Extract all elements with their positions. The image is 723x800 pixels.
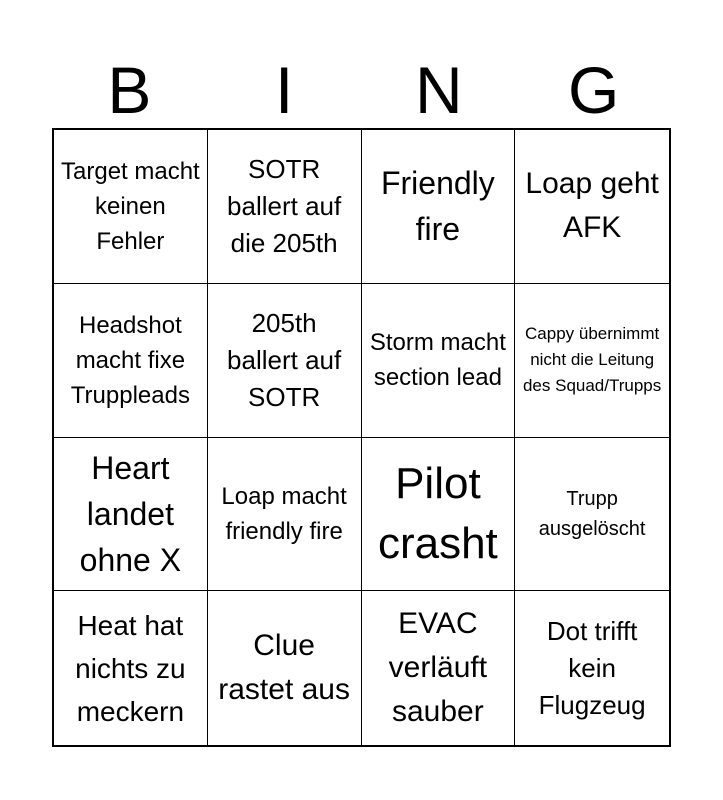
cell-text: Dot trifft kein Flugzeug xyxy=(538,615,646,720)
header-letter-i: I xyxy=(274,53,294,127)
cell-text: Loap macht friendly fire xyxy=(221,482,347,545)
bingo-cell-5[interactable] xyxy=(54,284,208,438)
bingo-cell-8[interactable] xyxy=(515,284,669,438)
cell-text: EVAC verläuft sauber xyxy=(388,607,488,729)
bingo-cell-1[interactable] xyxy=(54,130,208,284)
cell-text: Pilot crasht xyxy=(377,458,498,568)
header-letter-n: N xyxy=(415,53,463,127)
bingo-cell-14[interactable] xyxy=(208,591,362,745)
bingo-cell-12[interactable] xyxy=(515,438,669,592)
cell-text: Target macht keinen Fehler xyxy=(61,157,200,255)
bingo-cell-7[interactable] xyxy=(362,284,516,438)
bingo-cell-11[interactable] xyxy=(362,438,516,592)
bingo-cell-6[interactable] xyxy=(208,284,362,438)
cell-text: Cappy übernimmt nicht die Leitung des Squad/Trupps xyxy=(522,324,662,396)
bingo-cell-2[interactable] xyxy=(208,130,362,284)
cell-text: Friendly fire xyxy=(380,165,495,248)
cell-text: 205th ballert auf SOTR xyxy=(227,307,342,412)
cell-text: Heart landet ohne X xyxy=(79,449,182,578)
bingo-cell-13[interactable] xyxy=(54,591,208,745)
cell-text: Trupp ausgelöscht xyxy=(538,487,646,540)
cell-text: SOTR ballert auf die 205th xyxy=(227,153,342,258)
bingo-cell-10[interactable] xyxy=(208,438,362,592)
bingo-cell-15[interactable] xyxy=(362,591,516,745)
header-letter-b: B xyxy=(107,53,152,127)
bingo-cell-16[interactable] xyxy=(515,591,669,745)
header-letter-g: G xyxy=(567,53,620,127)
bingo-cell-9[interactable] xyxy=(54,438,208,592)
bingo-grid xyxy=(52,128,671,747)
bingo-header xyxy=(52,52,671,128)
cell-text: Heat hat nichts zu meckern xyxy=(75,609,186,727)
cell-text: Loap geht AFK xyxy=(525,167,659,245)
cell-text: Headshot macht fixe Truppleads xyxy=(70,311,190,409)
bingo-cell-4[interactable] xyxy=(515,130,669,284)
bingo-cell-3[interactable] xyxy=(362,130,516,284)
cell-text: Storm macht section lead xyxy=(369,329,506,392)
cell-text: Clue rastet aus xyxy=(218,629,350,707)
